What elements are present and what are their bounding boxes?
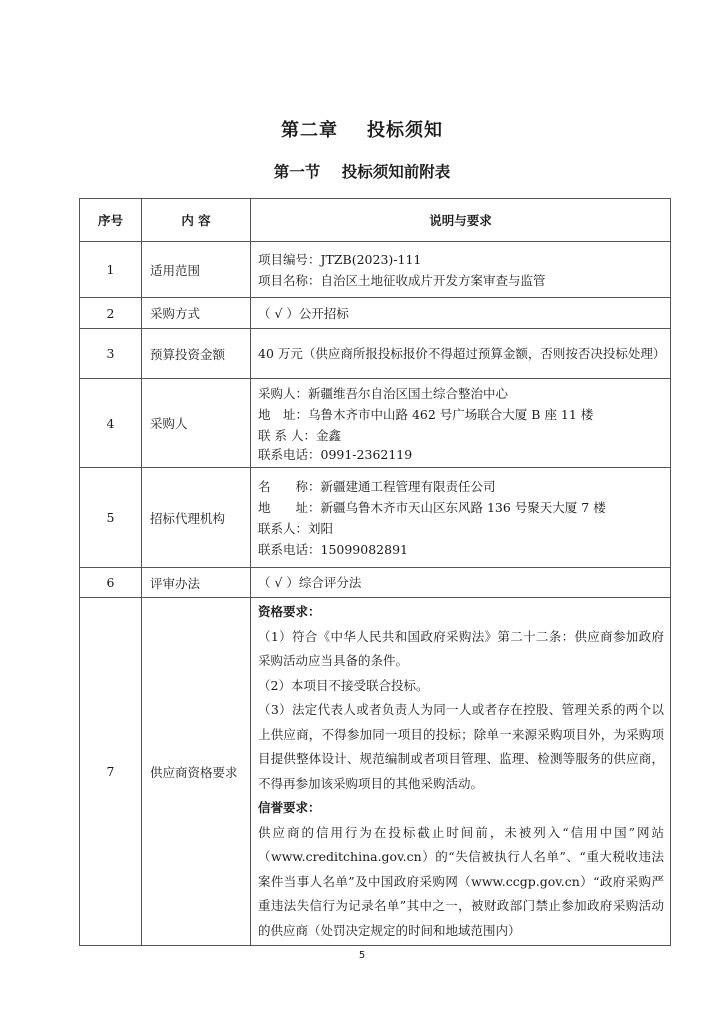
row-desc <box>251 379 671 468</box>
credit-text: 供应商的信用行为在投标截止时间前，未被列入“信用中国”网站（www.creditchina.gov.cn）的“失信被执行人名单”、“重大税收违法案件当事人名单”及中国政府采购网（www.ccgp.gov.cn）“政府采购严重违法失信行为记录名单”其中之一，被财政部门禁止参加政府采购活动的供应商（处罚决定规定的时间和地域范围内） <box>258 824 664 938</box>
header-desc: 说明与要求 <box>251 199 671 242</box>
agency-address: 地 址：新疆乌鲁木齐市天山区东风路 136 号聚天大厦 7 楼 <box>258 499 606 515</box>
page-number: 5 <box>358 950 366 961</box>
qualification-item: （1）符合《中华人民共和国政府采购法》第二十二条：供应商参加政府采购活动应当具备的条件。 <box>258 628 664 668</box>
row-item: 采购人 <box>142 379 251 468</box>
credit-heading: 信誉要求： <box>258 800 321 815</box>
row-item: 采购方式 <box>142 298 251 329</box>
purchaser-address: 地 址：乌鲁木齐市中山路 462 号广场联合大厦 B 座 11 楼 <box>258 407 594 422</box>
budget-amount: 40 万元（供应商所报投标报价不得超过预算金额，否则按否决投标处理） <box>258 346 666 361</box>
row-num: 5 <box>80 468 142 568</box>
row-item: 预算投资金额 <box>142 329 251 379</box>
row-num: 7 <box>80 598 142 946</box>
qualification-heading: 资格要求： <box>258 604 321 619</box>
table-row <box>80 568 671 598</box>
purchaser-name: 采购人：新疆维吾尔自治区国土综合整治中心 <box>258 386 509 401</box>
header-num: 序号 <box>80 199 142 242</box>
qualification-item: （3）法定代表人或者负责人为同一人或者存在控股、管理关系的两个以上供应商，不得参加同一项目的投标；除单一来源采购项目外，为采购项目提供整体设计、规范编制或者项目管理、监理、检测等服务的供应商，不得再参加该采购项目的其他采购活动。 <box>258 702 664 791</box>
evaluation-method: （ √ ）综合评分法 <box>258 575 362 590</box>
row-desc <box>251 598 671 946</box>
project-name: 项目名称：自治区土地征收成片开发方案审查与监管 <box>258 272 546 288</box>
row-item: 招标代理机构 <box>142 468 251 568</box>
table-row <box>80 468 671 568</box>
chapter-title: 第二章 投标须知 <box>280 120 444 141</box>
table-header-row <box>80 199 671 242</box>
table-row <box>80 242 671 298</box>
purchaser-contact: 联 系 人：金鑫 <box>258 428 341 443</box>
row-item: 适用范围 <box>142 242 251 298</box>
row-num: 4 <box>80 379 142 468</box>
requirements-table <box>79 198 671 946</box>
row-desc <box>251 568 671 598</box>
agency-name: 名 称：新疆建通工程管理有限责任公司 <box>258 478 496 494</box>
table-row <box>80 329 671 379</box>
procurement-method: （ √ ）公开招标 <box>258 305 349 321</box>
row-num: 6 <box>80 568 142 598</box>
row-item: 供应商资格要求 <box>142 598 251 946</box>
row-desc <box>251 298 671 329</box>
table-row <box>80 379 671 468</box>
row-desc <box>251 329 671 379</box>
agency-contact: 联系人：刘阳 <box>258 520 334 536</box>
row-num: 3 <box>80 329 142 379</box>
table-row <box>80 298 671 329</box>
header-item: 内 容 <box>142 199 251 242</box>
qualification-item: （2）本项目不接受联合投标。 <box>258 677 429 693</box>
row-item: 评审办法 <box>142 568 251 598</box>
row-num: 2 <box>80 298 142 329</box>
row-num: 1 <box>80 242 142 298</box>
row-desc <box>251 242 671 298</box>
row-desc <box>251 468 671 568</box>
agency-phone: 联系电话：15099082891 <box>258 541 408 557</box>
project-number: 项目编号：JTZB(2023)-111 <box>258 251 422 267</box>
section-title: 第一节 投标须知前附表 <box>273 163 451 181</box>
table-row <box>80 598 671 946</box>
purchaser-phone: 联系电话：0991-2362119 <box>258 447 413 462</box>
